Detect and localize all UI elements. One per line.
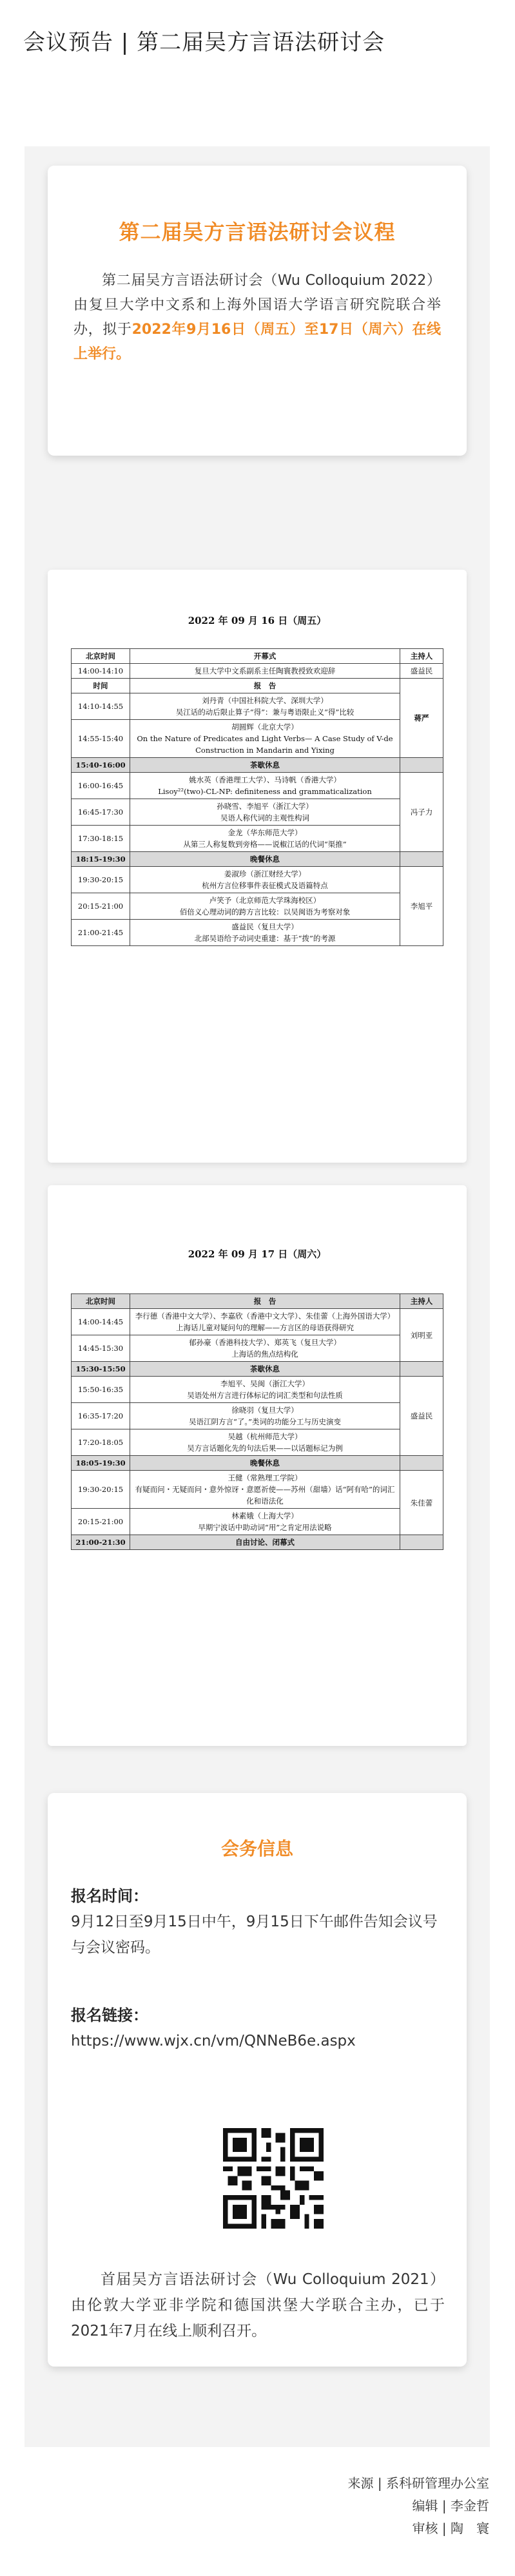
info-card bbox=[48, 1793, 467, 2367]
day2-table bbox=[71, 1293, 443, 1550]
intro-date-highlight: 2022年9月16日（周五）至17日（周六）在线上举行。 bbox=[73, 322, 441, 362]
table-row: 16:35-17:20 徐晓羽（复旦大学） 吴语江阴方言“了。”类词的功能分工与历史演变 bbox=[72, 1403, 443, 1429]
table-row: 21:00-21:45 盛益民（复旦大学） 北部吴语给予动词史重建：基于“拨”的考源 bbox=[72, 920, 443, 946]
table-row: 18:15-19:30 晚餐休息 bbox=[72, 852, 443, 867]
intro-card bbox=[48, 166, 467, 456]
page-title: 会议预告 | 第二届吴方言语法研讨会 bbox=[23, 30, 385, 55]
table-row: 时间 报 告 蒋严 bbox=[72, 679, 443, 693]
table-row: 21:00-21:30 自由讨论、闭幕式 bbox=[72, 1535, 443, 1550]
table-row: 14:00-14:45 李行德（香港中文大学）、李嘉欣（香港中文大学）、朱佳蕾（上海外国语大学） 上海话儿童对疑问句的理解——方言区的母语获得研究 刘明亚 bbox=[72, 1309, 443, 1335]
table-row: 20:15-21:00 卢笑予（北京师范大学珠海校区） 佰倍义心理动词的跨方言比较：以吴闽语为考察对象 bbox=[72, 893, 443, 920]
reg-time-text: 9月12日至9月15日中午，9月15日下午邮件告知会议号与会议密码。 bbox=[71, 1913, 438, 1956]
day2-date: 2022 年 09 月 17 日（周六） bbox=[188, 1248, 327, 1260]
table-row: 18:05-19:30 晚餐休息 bbox=[72, 1456, 443, 1471]
table-row: 17:30-18:15 金龙（华东师范大学） 从第三人称复数到旁格——说椒江话的代词“渠推” bbox=[72, 826, 443, 852]
article-body bbox=[24, 146, 490, 2447]
intro-text: 第二届吴方言语法研讨会（Wu Colloquium 2022）由复旦大学中文系和上海外国语大学语言研究院联合举办，拟于 bbox=[73, 273, 441, 338]
table-row: 15:30-15:50 茶歇休息 bbox=[72, 1362, 443, 1377]
credit-reviewer: 审核 | 陶 寰 bbox=[412, 2521, 489, 2536]
intro-paragraph bbox=[73, 269, 441, 367]
reg-time-label: 报名时间： bbox=[71, 1887, 148, 1905]
table-row: 15:50-16:35 李旭平、吴闽（浙江大学） 吴语处州方言进行体标记的词汇类型和句法性质 盛益民 bbox=[72, 1377, 443, 1403]
previous-colloquium-text: 首届吴方言语法研讨会（Wu Colloquium 2021）由伦敦大学亚非学院和德国洪堡大学联合主办，已于2021年7月在线上顺利召开。 bbox=[71, 2271, 445, 2339]
table-row: 北京时间 开幕式 主持人 bbox=[72, 649, 443, 664]
schedule-day1 bbox=[48, 570, 467, 1163]
info-heading: 会务信息 bbox=[220, 1838, 293, 1859]
reg-link-label: 报名链接： bbox=[71, 2006, 148, 2024]
table-row: 14:00-14:10 复旦大学中文系副系主任陶寰教授致欢迎辞 盛益民 bbox=[72, 664, 443, 679]
agenda-heading: 第二届吴方言语法研讨会议程 bbox=[119, 220, 396, 244]
day1-date: 2022 年 09 月 16 日（周五） bbox=[188, 615, 327, 626]
table-row: 17:20-18:05 吴越（杭州师范大学） 吴方言话题化先的句法后果——以话题标记为例 bbox=[72, 1429, 443, 1456]
table-row: 14:10-14:55 刘丹青（中国社科院大学、深圳大学） 吴江话的动后限止算子“得”：兼与粤语限止义“得”比较 bbox=[72, 693, 443, 720]
table-row: 16:45-17:30 孙晓雪、李旭平（浙江大学） 吴语人称代词的主观性构词 bbox=[72, 799, 443, 826]
table-row: 15:40-16:00 茶歇休息 bbox=[72, 758, 443, 773]
table-row: 16:00-16:45 姚水英（香港理工大学）、马诗帆（香港大学） Lisoy²²(two)-CL-NP: definiteness and grammaticalization 冯子力 bbox=[72, 773, 443, 799]
credit-source: 来源 | 系科研管理办公室 bbox=[347, 2475, 489, 2491]
qr-code-icon[interactable] bbox=[223, 2128, 324, 2229]
table-row: 北京时间 报 告 主持人 bbox=[72, 1294, 443, 1309]
table-row: 20:15-21:00 林素娥（上海大学） 早期宁波话中助动词“用”之肯定用法说略 bbox=[72, 1509, 443, 1535]
table-row: 19:30-20:15 姜淑珍（浙江财经大学） 杭州方言位移事件表征模式及语篇特点 李旭平 bbox=[72, 867, 443, 893]
schedule-day2 bbox=[48, 1185, 467, 1746]
table-row: 14:45-15:30 郁孙豪（香港科技大学）、郑英飞（复旦大学） 上海话的焦点结构化 bbox=[72, 1335, 443, 1362]
day1-table bbox=[71, 648, 443, 946]
table-row: 14:55-15:40 胡圆辉（北京大学） On the Nature of Predicates and Light Verbs— A Case Study of V-de Construction in Mandarin and Yixing bbox=[72, 720, 443, 758]
table-row: 19:30-20:15 王健（常熟理工学院） 有疑而问・无疑而问・意外惊讶・意愿祈使——苏州（甜墙）话“阿有哈”的词汇化和语法化 朱佳蕾 bbox=[72, 1471, 443, 1509]
reg-link[interactable]: https://www.wjx.cn/vm/QNNeB6e.aspx bbox=[71, 2033, 356, 2049]
credit-editor: 编辑 | 李金哲 bbox=[412, 2498, 489, 2513]
